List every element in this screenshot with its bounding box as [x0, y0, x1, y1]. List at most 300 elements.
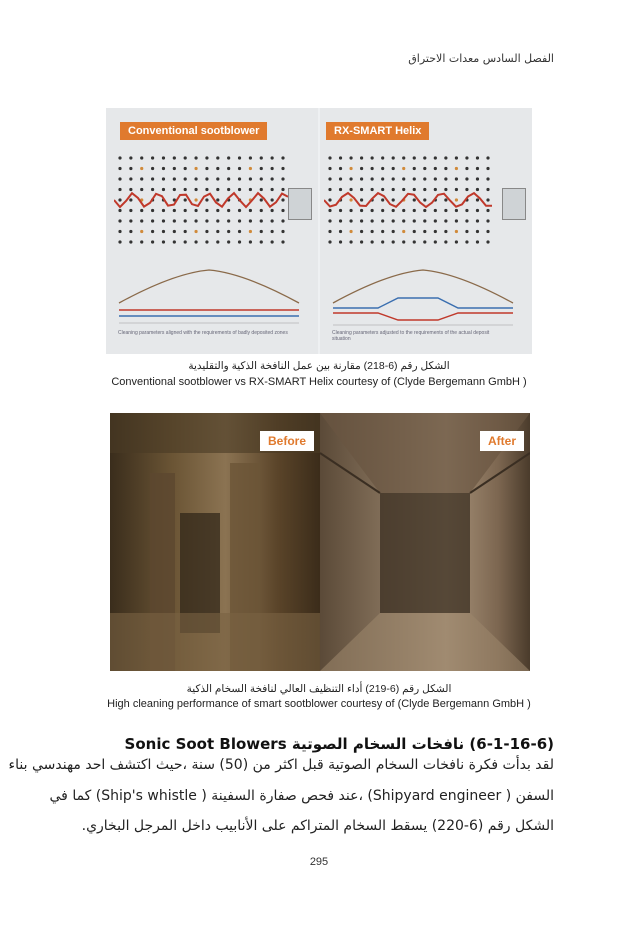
- tube-dot: [465, 177, 468, 180]
- tube-dot: [249, 156, 252, 159]
- tube-dot: [360, 177, 363, 180]
- tube-dot: [465, 219, 468, 222]
- tube-dot: [162, 219, 165, 222]
- tube-dot: [205, 156, 208, 159]
- tube-dot: [271, 240, 274, 243]
- tube-dot: [476, 240, 479, 243]
- tube-dot: [118, 240, 121, 243]
- tube-dot: [184, 230, 187, 233]
- tube-dot: [227, 167, 230, 170]
- left-note: Cleaning parameters aligned with the requirements of badly deposited zones: [118, 330, 288, 336]
- tube-dot: [260, 177, 263, 180]
- tube-dot: [151, 209, 154, 212]
- before-after-photo-figure: [110, 413, 530, 671]
- section-heading: (6-1-16-6) نافخات السخام الصوتية Sonic Soot Blowers: [124, 735, 554, 753]
- tube-dot: [392, 209, 395, 212]
- tube-dot: [360, 156, 363, 159]
- tube-dot: [402, 156, 405, 159]
- tube-dot: [328, 209, 331, 212]
- clean-tubes-illustration: [320, 413, 530, 671]
- tube-dot: [455, 198, 458, 201]
- tube-dot: [465, 156, 468, 159]
- tube-dot: [381, 198, 384, 201]
- tube-dot: [444, 177, 447, 180]
- tube-dot: [205, 198, 208, 201]
- tube-dot: [238, 240, 241, 243]
- tube-dot: [360, 230, 363, 233]
- tube-dot: [486, 177, 489, 180]
- tube-dot: [349, 177, 352, 180]
- tube-dot: [194, 188, 197, 191]
- tube-dot: [151, 188, 154, 191]
- tube-dot: [129, 188, 132, 191]
- tube-dot: [423, 156, 426, 159]
- tube-dot: [118, 167, 121, 170]
- tube-dot: [381, 209, 384, 212]
- tube-dot: [476, 167, 479, 170]
- tube-dot: [444, 156, 447, 159]
- tube-dot: [434, 156, 437, 159]
- tube-dot: [129, 156, 132, 159]
- before-photo: [110, 413, 320, 671]
- figure-218-caption-en: Conventional sootblower vs RX-SMART Helix courtesy of (Clyde Bergemann GmbH ): [111, 376, 527, 388]
- tube-dot: [349, 230, 352, 233]
- tube-dot: [216, 209, 219, 212]
- tube-dot: [360, 219, 363, 222]
- tube-dot: [423, 167, 426, 170]
- tube-dot: [205, 209, 208, 212]
- after-photo: [320, 413, 530, 671]
- tube-dot: [151, 156, 154, 159]
- tube-dot: [402, 230, 405, 233]
- tube-dot: [162, 209, 165, 212]
- tube-dot: [249, 240, 252, 243]
- tube-dot: [271, 230, 274, 233]
- parameter-chart-left: [114, 258, 304, 328]
- tube-dot: [194, 167, 197, 170]
- tube-dot: [238, 188, 241, 191]
- tube-dot: [381, 177, 384, 180]
- tube-dot: [260, 156, 263, 159]
- tube-dot: [281, 167, 284, 170]
- tube-dot: [486, 209, 489, 212]
- tube-dot: [249, 209, 252, 212]
- tube-dot: [339, 167, 342, 170]
- tube-dot: [486, 156, 489, 159]
- tube-dot: [413, 177, 416, 180]
- tube-dot: [281, 188, 284, 191]
- tube-dot: [216, 198, 219, 201]
- tube-dot: [371, 209, 374, 212]
- tube-dot: [260, 167, 263, 170]
- tube-dot: [140, 177, 143, 180]
- tube-dot: [423, 240, 426, 243]
- tube-dot: [281, 230, 284, 233]
- parameter-chart-right: [328, 258, 518, 328]
- tube-dot: [381, 230, 384, 233]
- tube-dot: [205, 230, 208, 233]
- tube-dot: [194, 177, 197, 180]
- tube-dot: [184, 177, 187, 180]
- tube-dot: [413, 198, 416, 201]
- tube-dot: [455, 219, 458, 222]
- tube-dot: [444, 198, 447, 201]
- before-label: Before: [260, 431, 314, 451]
- tube-dot: [413, 230, 416, 233]
- tube-dot: [151, 219, 154, 222]
- speed-curve: [333, 298, 513, 308]
- tube-dot: [184, 219, 187, 222]
- tube-dot: [184, 188, 187, 191]
- tube-dot: [455, 156, 458, 159]
- tube-dot: [129, 240, 132, 243]
- tube-dot: [140, 188, 143, 191]
- tube-dot: [423, 209, 426, 212]
- tube-dot: [423, 198, 426, 201]
- tube-dot: [184, 240, 187, 243]
- tube-dot: [349, 156, 352, 159]
- tube-dot: [227, 209, 230, 212]
- tube-dot: [140, 230, 143, 233]
- tube-dot: [238, 230, 241, 233]
- tube-dot: [444, 230, 447, 233]
- blower-mechanism-left: [288, 188, 312, 220]
- tube-dot: [360, 209, 363, 212]
- tube-dot: [328, 156, 331, 159]
- tube-dot: [205, 188, 208, 191]
- tube-dot: [173, 177, 176, 180]
- tube-dot: [455, 209, 458, 212]
- tube-dot: [118, 219, 121, 222]
- tube-dot: [118, 177, 121, 180]
- tube-dot: [339, 156, 342, 159]
- tube-dot: [173, 219, 176, 222]
- figure-219-caption-en: High cleaning performance of smart sootblower courtesy of (Clyde Bergemann GmbH ): [107, 698, 531, 710]
- tube-dot: [271, 177, 274, 180]
- tube-dot: [118, 209, 121, 212]
- tube-dot: [392, 188, 395, 191]
- tube-dot: [486, 198, 489, 201]
- tube-dot: [423, 230, 426, 233]
- tube-dot: [381, 188, 384, 191]
- tube-dot: [402, 209, 405, 212]
- tube-dot: [249, 230, 252, 233]
- tube-dot: [434, 177, 437, 180]
- tube-dot: [465, 230, 468, 233]
- tube-dot: [360, 240, 363, 243]
- tube-dot: [371, 219, 374, 222]
- tube-dot: [434, 209, 437, 212]
- tube-dot: [349, 219, 352, 222]
- tube-dot: [129, 230, 132, 233]
- tube-dot: [328, 240, 331, 243]
- figure-218-caption-ar: الشكل رقم (6-218) مقارنة بين عمل النافخة الذكية والتقليدية: [188, 360, 450, 372]
- paragraph-line-2: السفن ( Shipyard engineer) ،عند فحص صفارة السفينة ( Ship's whistle) كما في: [49, 788, 554, 804]
- tube-dot: [173, 209, 176, 212]
- tube-dot: [194, 240, 197, 243]
- tube-dot: [381, 240, 384, 243]
- tube-dot: [349, 198, 352, 201]
- tube-dot: [434, 219, 437, 222]
- tube-dot: [249, 177, 252, 180]
- tube-dot: [455, 230, 458, 233]
- tube-dot: [392, 177, 395, 180]
- paragraph-line-3: الشكل رقم (6-220) يسقط السخام المتراكم على الأنابيب داخل المرجل البخاري.: [81, 818, 554, 834]
- tube-dot: [184, 209, 187, 212]
- tube-dot: [129, 198, 132, 201]
- chapter-header: الفصل السادس معدات الاحتراق: [408, 52, 554, 65]
- fouled-tubes-illustration: [110, 413, 320, 671]
- tube-dot: [162, 230, 165, 233]
- tube-dot: [476, 177, 479, 180]
- tube-dot: [216, 240, 219, 243]
- tube-dot: [413, 219, 416, 222]
- tube-dot: [328, 167, 331, 170]
- tube-dot: [271, 167, 274, 170]
- tube-dot: [281, 177, 284, 180]
- tube-dot: [216, 188, 219, 191]
- tube-dot: [402, 219, 405, 222]
- tube-dot: [444, 240, 447, 243]
- tube-dot: [216, 167, 219, 170]
- tube-dot: [328, 198, 331, 201]
- tube-dot: [486, 188, 489, 191]
- tube-dot: [371, 167, 374, 170]
- tube-dot: [227, 188, 230, 191]
- tube-dot: [465, 240, 468, 243]
- tube-dot: [339, 240, 342, 243]
- sootblower-comparison-figure: [106, 108, 532, 354]
- tube-dot: [173, 156, 176, 159]
- tube-dot: [392, 156, 395, 159]
- tube-dot: [216, 156, 219, 159]
- tube-dot: [281, 240, 284, 243]
- tube-dot: [423, 188, 426, 191]
- tube-dot: [455, 240, 458, 243]
- tube-dot: [260, 209, 263, 212]
- tube-dot: [140, 156, 143, 159]
- tube-dot: [434, 167, 437, 170]
- tube-dot: [271, 156, 274, 159]
- tube-dot: [339, 209, 342, 212]
- tube-dot: [238, 167, 241, 170]
- tube-dot: [238, 177, 241, 180]
- tube-dot: [194, 198, 197, 201]
- tube-dot: [227, 156, 230, 159]
- tube-dot: [238, 219, 241, 222]
- tube-dot: [392, 219, 395, 222]
- tube-dot: [129, 219, 132, 222]
- tube-dot: [465, 188, 468, 191]
- tube-dot: [227, 240, 230, 243]
- tube-dot: [173, 167, 176, 170]
- tube-dot: [238, 209, 241, 212]
- tube-dot: [476, 209, 479, 212]
- tube-dot: [151, 177, 154, 180]
- tube-dot: [392, 230, 395, 233]
- tube-dot: [402, 177, 405, 180]
- rx-smart-title: RX-SMART Helix: [326, 122, 429, 140]
- tube-dot: [281, 156, 284, 159]
- tube-dot: [476, 219, 479, 222]
- tube-dot: [227, 230, 230, 233]
- tube-dot: [339, 230, 342, 233]
- tube-dot: [227, 219, 230, 222]
- tube-dot: [423, 177, 426, 180]
- tube-dot: [129, 167, 132, 170]
- tube-dot: [140, 219, 143, 222]
- page-number: 295: [309, 856, 329, 868]
- tube-dot: [184, 167, 187, 170]
- tube-dot: [260, 188, 263, 191]
- tube-dot: [339, 219, 342, 222]
- tube-dot: [260, 198, 263, 201]
- tube-dot: [413, 209, 416, 212]
- tube-dot: [328, 177, 331, 180]
- tube-dot: [476, 156, 479, 159]
- tube-dot: [486, 219, 489, 222]
- tube-dot: [339, 177, 342, 180]
- tube-dot: [371, 156, 374, 159]
- paragraph-line-1: لقد بدأت فكرة نافخات السخام الصوتية قبل اكثر من (50) سنة ،حيث اكتشف احد مهندسي بناء: [8, 757, 554, 773]
- tube-dot: [349, 188, 352, 191]
- tube-dot: [371, 177, 374, 180]
- tube-dot: [118, 198, 121, 201]
- blower-mechanism-right: [502, 188, 526, 220]
- tube-dot: [434, 230, 437, 233]
- tube-dot: [465, 209, 468, 212]
- tube-dot: [238, 156, 241, 159]
- tube-dot: [227, 177, 230, 180]
- tube-dot: [371, 188, 374, 191]
- tube-dot: [444, 209, 447, 212]
- tube-dot: [476, 230, 479, 233]
- tube-dot: [381, 167, 384, 170]
- tube-dot: [194, 230, 197, 233]
- tube-dot: [349, 209, 352, 212]
- tube-dot: [392, 167, 395, 170]
- tube-dot: [434, 240, 437, 243]
- tube-dot: [205, 167, 208, 170]
- tube-dot: [205, 177, 208, 180]
- tube-dot: [151, 230, 154, 233]
- tube-dot: [162, 188, 165, 191]
- steam-curve: [333, 313, 513, 320]
- tube-dot: [194, 219, 197, 222]
- conventional-title: Conventional sootblower: [120, 122, 267, 140]
- tube-dot: [328, 188, 331, 191]
- tube-dot: [129, 209, 132, 212]
- tube-dot: [486, 230, 489, 233]
- tube-dot: [205, 240, 208, 243]
- tube-dot: [381, 219, 384, 222]
- tube-dot: [184, 156, 187, 159]
- tube-dot: [249, 167, 252, 170]
- tube-dot: [205, 219, 208, 222]
- figure-219-caption-ar: الشكل رقم (6-219) أداء التنظيف العالي لنافخة السخام الذكية: [186, 683, 452, 695]
- tube-dot: [118, 230, 121, 233]
- after-label: After: [480, 431, 524, 451]
- tube-dot: [476, 198, 479, 201]
- tube-dot: [465, 167, 468, 170]
- tube-dot: [328, 230, 331, 233]
- tube-dot: [249, 188, 252, 191]
- tube-dot: [216, 230, 219, 233]
- tube-dot: [402, 240, 405, 243]
- tube-dot: [129, 177, 132, 180]
- tube-dot: [260, 219, 263, 222]
- tube-dot: [173, 188, 176, 191]
- tube-dot: [371, 230, 374, 233]
- rx-smart-panel: [320, 108, 532, 354]
- tube-dot: [402, 167, 405, 170]
- tube-dot: [360, 167, 363, 170]
- tube-dot: [349, 240, 352, 243]
- tube-dot: [455, 167, 458, 170]
- tube-dot: [271, 219, 274, 222]
- tube-dot: [271, 188, 274, 191]
- tube-dot: [360, 198, 363, 201]
- tube-dot: [371, 240, 374, 243]
- tube-bank-left: [114, 152, 289, 248]
- tube-dot: [392, 198, 395, 201]
- tube-dot: [281, 209, 284, 212]
- tube-dot: [281, 219, 284, 222]
- tube-dot: [434, 188, 437, 191]
- tube-dot: [184, 198, 187, 201]
- tube-dot: [216, 219, 219, 222]
- tube-dot: [486, 167, 489, 170]
- tube-dot: [151, 167, 154, 170]
- tube-dot: [162, 240, 165, 243]
- tube-dot: [281, 198, 284, 201]
- tube-dot: [444, 167, 447, 170]
- tube-dot: [118, 156, 121, 159]
- tube-dot: [271, 209, 274, 212]
- tube-dot: [173, 240, 176, 243]
- tube-dot: [381, 156, 384, 159]
- tube-dot: [140, 167, 143, 170]
- tube-dot: [249, 219, 252, 222]
- tube-dot: [392, 240, 395, 243]
- tube-dot: [162, 156, 165, 159]
- tube-dot: [455, 188, 458, 191]
- fouling-curve: [119, 270, 299, 303]
- tube-dot: [328, 219, 331, 222]
- tube-dot: [260, 230, 263, 233]
- tube-dot: [216, 177, 219, 180]
- tube-dot: [260, 240, 263, 243]
- tube-dot: [162, 167, 165, 170]
- tube-dot: [444, 219, 447, 222]
- tube-dot: [349, 167, 352, 170]
- tube-dot: [455, 177, 458, 180]
- tube-dot: [413, 167, 416, 170]
- tube-dot: [444, 188, 447, 191]
- tube-dot: [413, 240, 416, 243]
- tube-dot: [118, 188, 121, 191]
- right-note: Cleaning parameters adjusted to the requirements of the actual deposit situation: [332, 330, 490, 342]
- tube-dot: [162, 177, 165, 180]
- tube-dot: [140, 209, 143, 212]
- tube-dot: [271, 198, 274, 201]
- tube-dot: [194, 209, 197, 212]
- tube-dot: [339, 188, 342, 191]
- tube-bank-right: [324, 152, 494, 248]
- tube-dot: [140, 240, 143, 243]
- tube-dot: [194, 156, 197, 159]
- tube-dot: [486, 240, 489, 243]
